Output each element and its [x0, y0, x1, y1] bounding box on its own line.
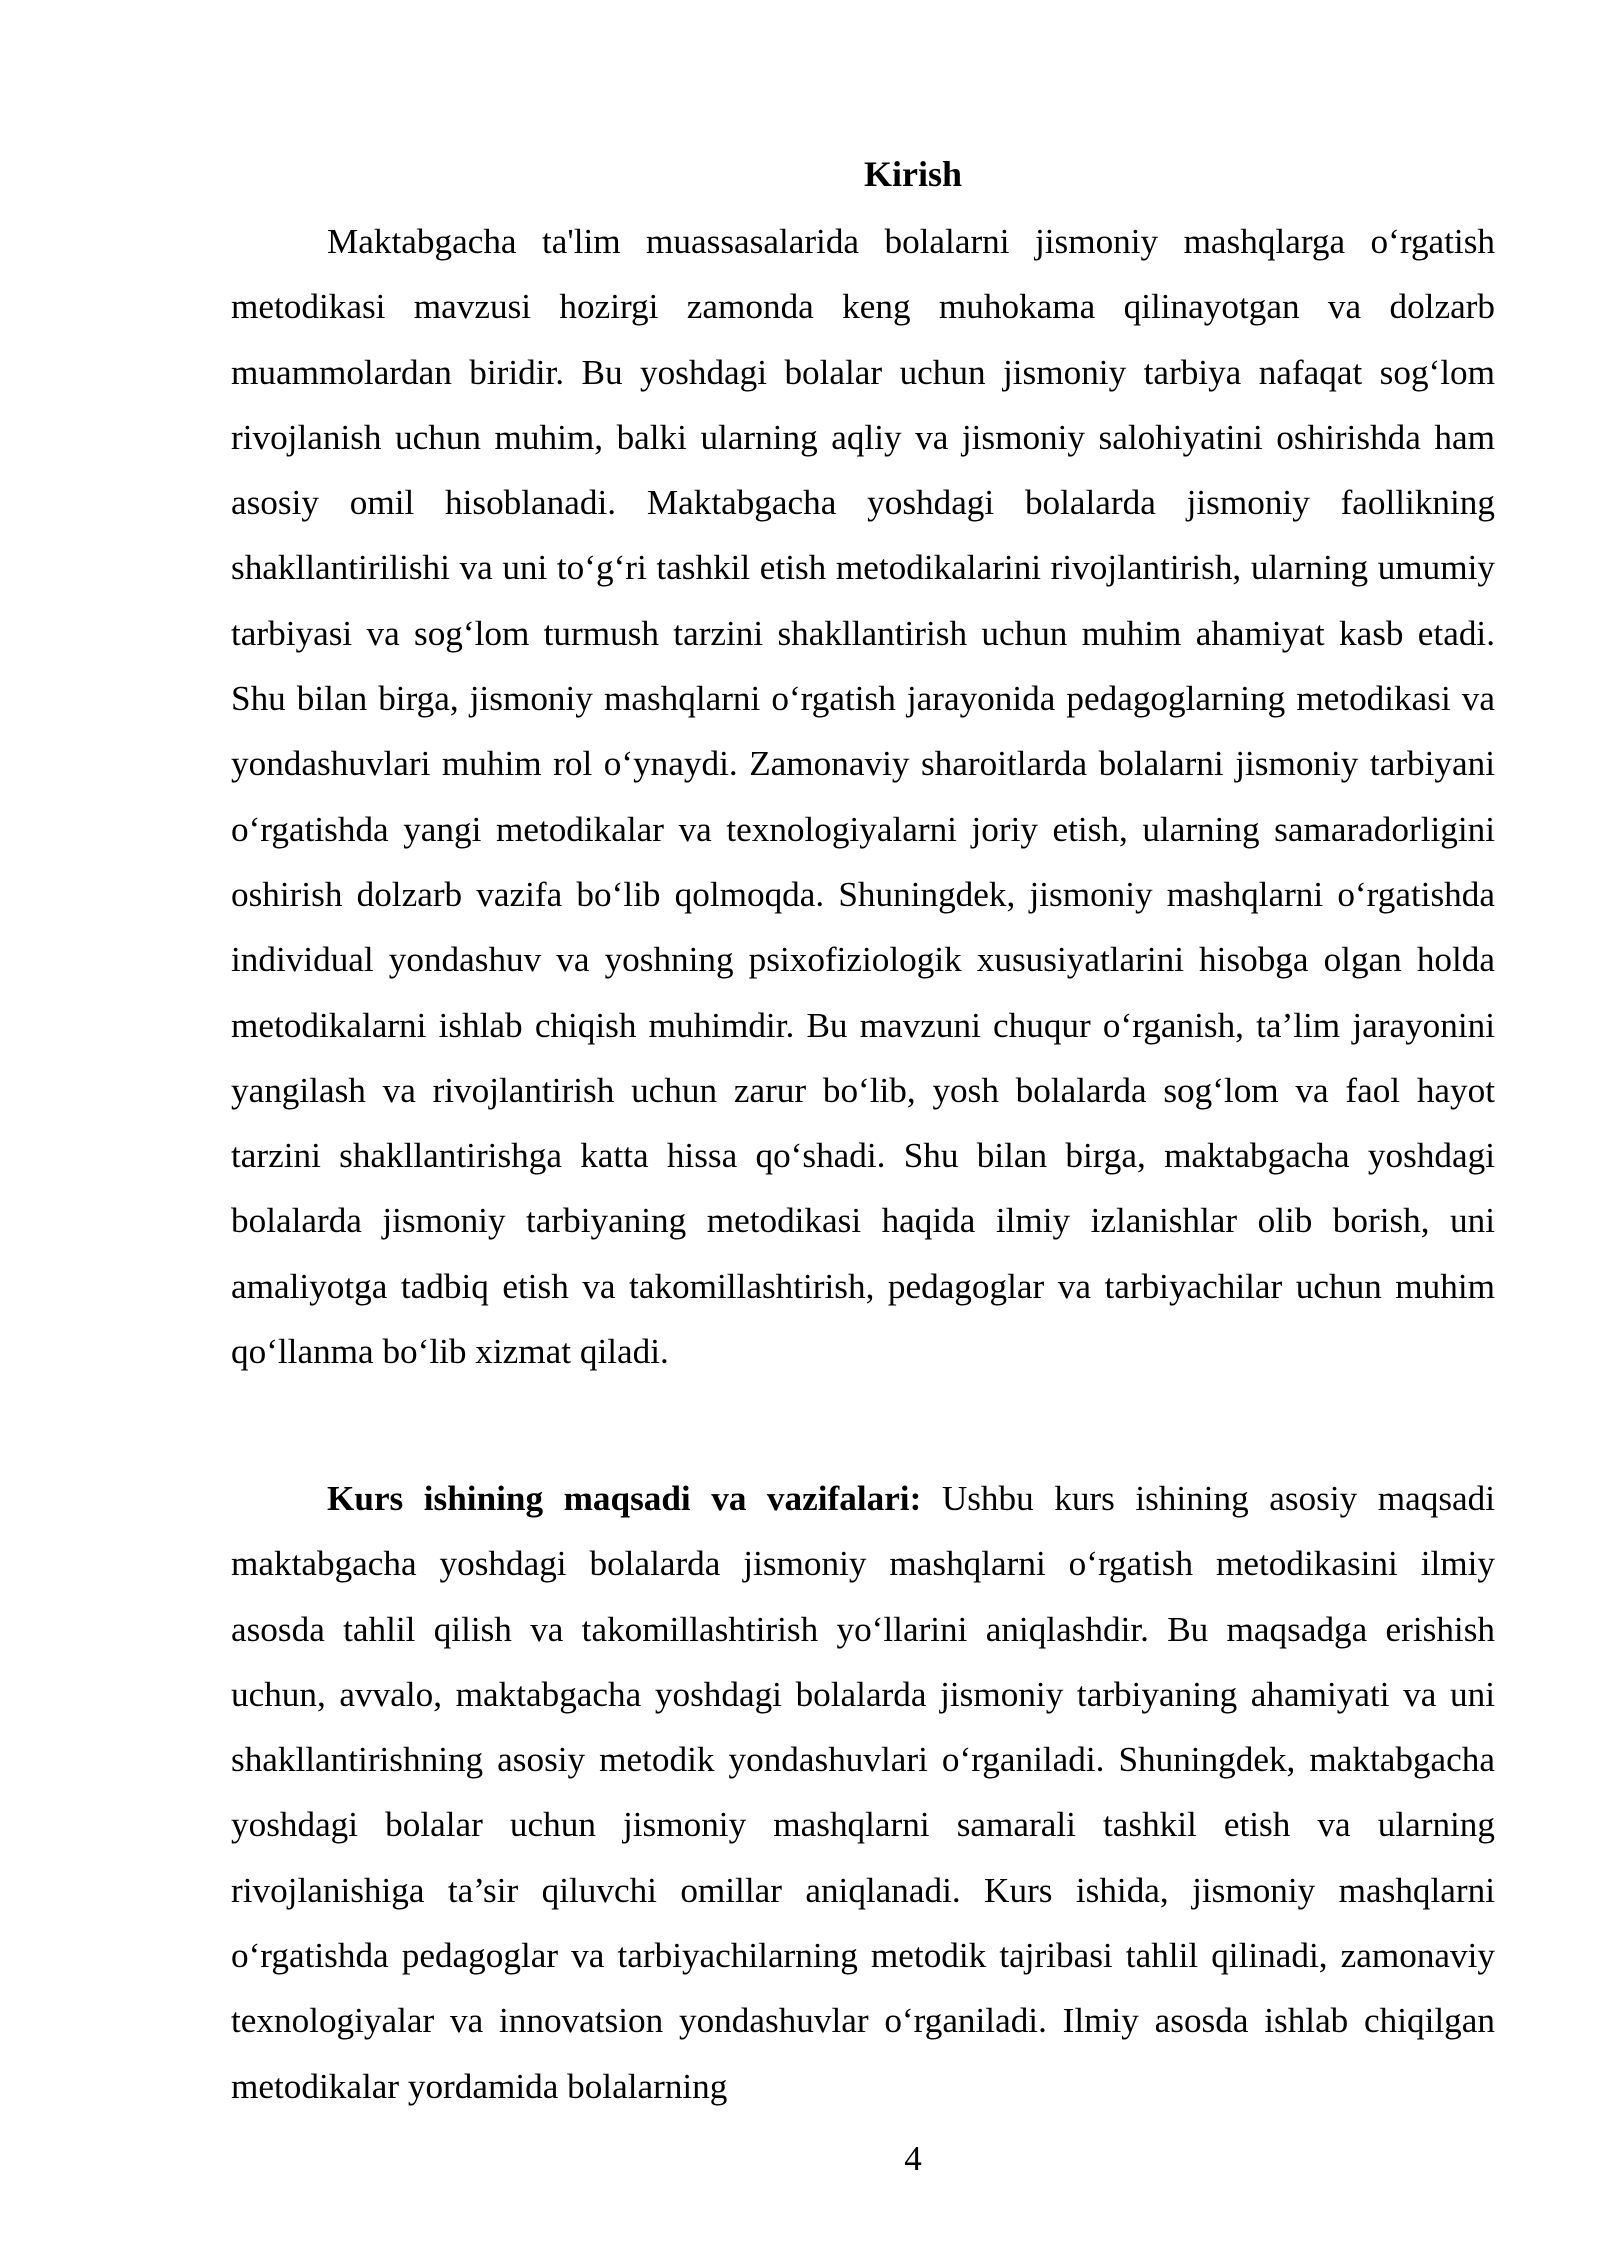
goals-paragraph	[231, 1466, 1495, 2119]
goals-paragraph-text: Ushbu kurs ishining asosiy maqsadi maktabgacha yoshdagi bolalarda jismoniy mashqlarni o‘rgatish metodikasini ilmiy asosda tahlil qilish va takomillashtirish yo‘llarini aniqlashdir. Bu maqsadga erishish uchun, avvalo, maktabgacha yoshdagi bolalarda jismoniy tarbiyaning ahamiyati va uni shakllantirishning asosiy metodik yondashuvlari o‘rganiladi. Shuningdek, maktabgacha yoshdagi bolalar uchun jismoniy mashqlarni samarali tashkil etish va ularning rivojlanishiga ta’sir qiluvchi omillar aniqlanadi. Kurs ishida, jismoniy mashqlarni o‘rgatishda pedagoglar va tarbiyachilarning metodik tajribasi tahlil qilinadi, zamonaviy texnologiyalar va innovatsion yondashuvlar o‘rganiladi. Ilmiy asosda ishlab chiqilgan metodikalar yordamida bolalarning	[231, 1479, 1495, 2106]
section-heading: Kirish	[863, 154, 962, 194]
page-number: 4	[904, 2139, 922, 2178]
intro-paragraph: Maktabgacha ta'lim muassasalarida bolalarni jismoniy mashqlarga o‘rgatish metodikasi mavzusi hozirgi zamonda keng muhokama qilinayotgan va dolzarb muammolardan biridir. Bu yoshdagi bolalar uchun jismoniy tarbiya nafaqat sog‘lom rivojlanish uchun muhim, balki ularning aqliy va jismoniy salohiyatini oshirishda ham asosiy omil hisoblanadi. Maktabgacha yoshdagi bolalarda jismoniy faollikning shakllantirilishi va uni to‘g‘ri tashkil etish metodikalarini rivojlantirish, ularning umumiy tarbiyasi va sog‘lom turmush tarzini shakllantirish uchun muhim ahamiyat kasb etadi. Shu bilan birga, jismoniy mashqlarni o‘rgatish jarayonida pedagoglarning metodikasi va yondashuvlari muhim rol o‘ynaydi. Zamonaviy sharoitlarda bolalarni jismoniy tarbiyani o‘rgatishda yangi metodikalar va texnologiyalarni joriy etish, ularning samaradorligini oshirish dolzarb vazifa bo‘lib qolmoqda. Shuningdek, jismoniy mashqlarni o‘rgatishda individual yondashuv va yoshning psixofiziologik xususiyatlarini hisobga olgan holda metodikalarni ishlab chiqish muhimdir. Bu mavzuni chuqur o‘rganish, ta’lim jarayonini yangilash va rivojlantirish uchun zarur bo‘lib, yosh bolalarda sog‘lom va faol hayot tarzini shakllantirishga katta hissa qo‘shadi. Shu bilan birga, maktabgacha yoshdagi bolalarda jismoniy tarbiyaning metodikasi haqida ilmiy izlanishlar olib borish, uni amaliyotga tadbiq etish va takomillashtirish, pedagoglar va tarbiyachilar uchun muhim qo‘llanma bo‘lib xizmat qiladi.	[231, 222, 1495, 1372]
goals-lead-heading: Kurs ishining maqsadi va vazifalari:	[327, 1479, 922, 1518]
